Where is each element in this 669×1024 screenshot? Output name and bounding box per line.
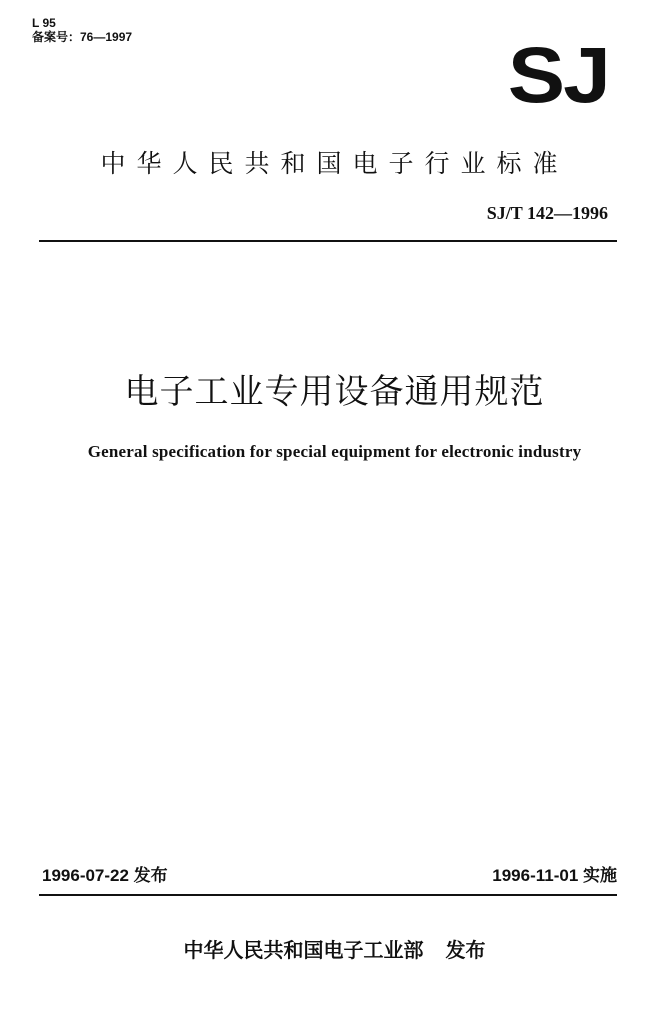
filing-number: 备案号：76—1997 bbox=[32, 30, 133, 44]
ics-code: L 95 bbox=[32, 16, 56, 30]
sj-logo: SJ bbox=[507, 31, 609, 120]
standard-number: SJ/T 142—1996 bbox=[486, 203, 608, 223]
title-english: General specification for special equipment for electronic industry bbox=[87, 442, 582, 461]
implementation-date: 1996-11-01 实施 bbox=[492, 866, 617, 885]
bottom-divider bbox=[39, 894, 617, 896]
title-chinese: 电子工业专用设备通用规范 bbox=[124, 372, 545, 412]
publisher-action: 发布 bbox=[445, 938, 486, 962]
org-title: 中华人民共和国电子行业标准 bbox=[100, 149, 569, 178]
publisher-name: 中华人民共和国电子工业部 bbox=[183, 938, 424, 962]
release-date: 1996-07-22 发布 bbox=[42, 866, 168, 885]
publisher-line bbox=[0, 934, 669, 963]
top-divider bbox=[39, 240, 617, 242]
